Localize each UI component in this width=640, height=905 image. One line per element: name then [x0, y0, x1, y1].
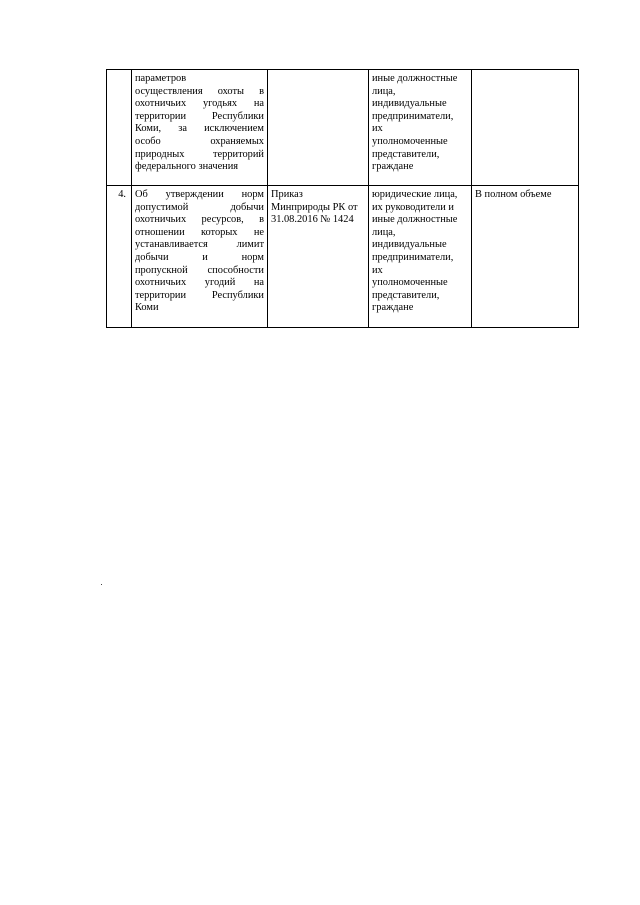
- text-line: граждане: [372, 302, 414, 314]
- table-row: [107, 186, 579, 328]
- text-line: территории Республики: [135, 110, 264, 122]
- text-line: 31.08.2016 № 1424: [271, 214, 354, 226]
- text-line: предприниматели,: [372, 251, 454, 263]
- text-line: Коми: [135, 302, 159, 314]
- text-line: лица,: [372, 226, 396, 238]
- act-name-cell: [132, 70, 268, 186]
- text-line: индивидуальные: [372, 98, 447, 110]
- text-line: отношении которых не: [135, 226, 264, 238]
- text-line: территории Республики: [135, 289, 264, 301]
- text-line: их руководители и: [372, 201, 454, 213]
- text-line: устанавливается лимит: [135, 239, 264, 251]
- text-line: охотничьих угодьях на: [135, 98, 264, 110]
- text-line: предприниматели,: [372, 110, 454, 122]
- text-line: представители,: [372, 148, 440, 160]
- text-line: уполномоченные: [372, 277, 448, 289]
- scope-cell: [472, 70, 579, 186]
- subjects-cell: [369, 186, 472, 328]
- text-line: граждане: [372, 161, 414, 173]
- text-line: добычи и норм: [135, 251, 264, 263]
- text-line: Об утверждении норм: [135, 189, 264, 200]
- text-line: их: [372, 264, 383, 276]
- legal-act-cell: [268, 186, 369, 328]
- text-line: параметров: [135, 73, 187, 84]
- row-number-cell: [107, 70, 132, 186]
- text-line: пропускной способности: [135, 264, 264, 276]
- text-line: представители,: [372, 289, 440, 301]
- text-line: индивидуальные: [372, 239, 447, 251]
- act-name-cell: [132, 186, 268, 328]
- text-line: Коми, за исключением: [135, 123, 264, 135]
- row-number-cell: [107, 186, 132, 328]
- table-row: [107, 70, 579, 186]
- text-line: охотничьих угодий на: [135, 277, 264, 289]
- text-line: федерального значения: [135, 161, 239, 173]
- text-line: их: [372, 123, 383, 135]
- text-line: Приказ: [271, 189, 303, 200]
- legal-act-cell: [268, 70, 369, 186]
- text-line: осуществления охоты в: [135, 85, 264, 97]
- text-line: иные должностные: [372, 214, 458, 226]
- text-line: допустимой добычи: [135, 201, 264, 213]
- text-line: охотничьих ресурсов, в: [135, 214, 264, 226]
- text-line: уполномоченные: [372, 135, 448, 147]
- row-number: 4.: [118, 189, 126, 200]
- scan-speck: [101, 584, 102, 585]
- scope-text: В полном объеме: [475, 189, 552, 200]
- subjects-cell: [369, 70, 472, 186]
- requirements-table: [106, 69, 579, 328]
- text-line: особо охраняемых: [135, 135, 264, 147]
- text-line: лица,: [372, 85, 396, 97]
- scope-cell: [472, 186, 579, 328]
- text-line: юридические лица,: [372, 189, 458, 200]
- text-line: Минприроды РК от: [271, 201, 358, 213]
- text-line: природных территорий: [135, 148, 264, 160]
- text-line: иные должностные: [372, 73, 458, 84]
